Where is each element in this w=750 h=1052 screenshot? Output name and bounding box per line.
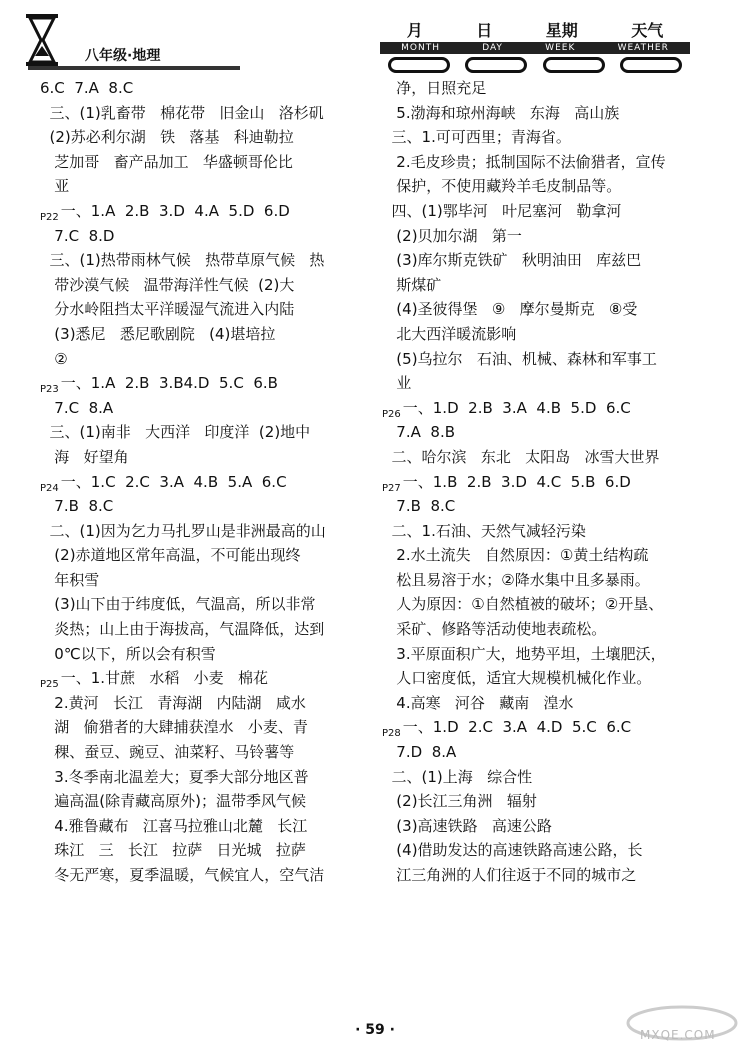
answer-line bbox=[382, 789, 712, 814]
page-ref-label: P26 bbox=[382, 408, 401, 420]
answer-line bbox=[382, 420, 712, 445]
answer-line bbox=[40, 174, 370, 199]
answer-line bbox=[40, 740, 370, 765]
answer-line bbox=[382, 519, 712, 544]
answer-text: 稞、蚕豆、豌豆、油菜籽、马铃薯等 bbox=[40, 743, 295, 762]
answer-text: (2)长江三角洲 辐射 bbox=[382, 792, 537, 811]
page-ref-label: P28 bbox=[382, 728, 401, 740]
header-rule bbox=[28, 66, 240, 70]
answer-line bbox=[382, 101, 712, 126]
answer-text: (5)乌拉尔 石油、机械、森林和军事工 bbox=[382, 349, 657, 368]
answer-line bbox=[40, 125, 370, 150]
month-oval bbox=[388, 57, 450, 73]
weather-oval bbox=[620, 57, 682, 73]
answer-line bbox=[382, 347, 712, 372]
date-labels-zh bbox=[380, 18, 690, 40]
answer-line bbox=[382, 371, 712, 396]
answer-text: 带沙漠气候 温带海洋性气候 (2)大 bbox=[40, 275, 295, 294]
answer-text: 湖 偷猎者的大肆捕获湟水 小麦、青 bbox=[40, 718, 308, 737]
answer-text: 海 好望角 bbox=[40, 447, 129, 466]
label-weather-en: WEATHER bbox=[617, 43, 669, 53]
answer-text: 2.黄河 长江 青海湖 内陆湖 咸水 bbox=[40, 693, 306, 712]
answer-line bbox=[382, 199, 712, 224]
answer-text: 5.渤海和琼州海峡 东海 高山族 bbox=[382, 103, 620, 122]
answer-line bbox=[382, 838, 712, 863]
answer-line bbox=[382, 715, 712, 740]
label-week-en: WEEK bbox=[545, 43, 576, 53]
date-weather-box bbox=[380, 18, 690, 73]
answer-text: 7.D 8.A bbox=[382, 743, 457, 762]
answer-text: 遍高温(除青藏高原外)；温带季风气候 bbox=[40, 792, 307, 811]
answer-text: 斯煤矿 bbox=[382, 275, 442, 294]
answer-text: 6.C 7.A 8.C bbox=[40, 79, 134, 97]
answer-text: 二、哈尔滨 东北 太阳岛 冰雪大世界 bbox=[382, 447, 660, 466]
answer-line bbox=[40, 101, 370, 126]
book-title: 八年级·地理 bbox=[85, 48, 161, 64]
answer-line bbox=[382, 863, 712, 888]
answer-line bbox=[382, 642, 712, 667]
answer-line bbox=[382, 76, 712, 101]
answer-text: 二、1.石油、天然气减轻污染 bbox=[382, 521, 586, 540]
answer-line bbox=[382, 125, 712, 150]
answer-line bbox=[40, 371, 370, 396]
label-month-en: MONTH bbox=[401, 43, 440, 53]
answer-line bbox=[40, 789, 370, 814]
answer-line bbox=[382, 691, 712, 716]
page-number: · 59 · bbox=[355, 1022, 395, 1038]
answer-text: 年积雪 bbox=[40, 570, 100, 589]
answer-text: (2)赤道地区常年高温，不可能出现终 bbox=[40, 546, 301, 565]
answer-line bbox=[382, 814, 712, 839]
answer-text: 4.高寒 河谷 藏南 湟水 bbox=[382, 693, 574, 712]
answer-line bbox=[40, 445, 370, 470]
answer-text: 三、1.可可西里；青海省。 bbox=[382, 128, 571, 147]
answer-line bbox=[40, 494, 370, 519]
answer-line bbox=[40, 322, 370, 347]
answer-text: 人口密度低，适宜大规模机械化作业。 bbox=[382, 669, 652, 688]
answer-line bbox=[40, 519, 370, 544]
answer-line bbox=[40, 224, 370, 249]
answer-line bbox=[382, 765, 712, 790]
answer-line bbox=[40, 396, 370, 421]
answer-text: 采矿、修路等活动使地表疏松。 bbox=[382, 620, 607, 639]
answer-text: (3)悉尼 悉尼歌剧院 (4)堪培拉 bbox=[40, 324, 276, 343]
answer-line bbox=[40, 642, 370, 667]
answer-text: (4)借助发达的高速铁路高速公路，长 bbox=[382, 841, 643, 860]
answer-text: 2.毛皮珍贵；抵制国际不法偷猎者，宣传 bbox=[382, 152, 666, 171]
answer-text: 芝加哥 畜产品加工 华盛顿哥伦比 bbox=[40, 152, 293, 171]
answer-text: 7.A 8.B bbox=[382, 423, 456, 442]
answer-text: 3.平原面积广大，地势平坦，土壤肥沃， bbox=[382, 644, 666, 663]
answer-line bbox=[40, 543, 370, 568]
answer-text: 一、1.A 2.B 3.B4.D 5.C 6.B bbox=[60, 374, 278, 393]
answer-text: 一、1.C 2.C 3.A 4.B 5.A 6.C bbox=[60, 472, 287, 491]
answer-line bbox=[40, 863, 370, 888]
answer-text: 二、(1)上海 综合性 bbox=[382, 767, 533, 786]
answer-line bbox=[382, 740, 712, 765]
answer-text: 三、(1)南非 大西洋 印度洋 (2)地中 bbox=[40, 423, 311, 442]
answer-text: 3.冬季南北温差大；夏季大部分地区普 bbox=[40, 767, 309, 786]
answer-line bbox=[382, 150, 712, 175]
answer-line bbox=[40, 199, 370, 224]
answer-text: 7.C 8.A bbox=[40, 398, 114, 417]
answer-line bbox=[382, 174, 712, 199]
answer-line bbox=[40, 691, 370, 716]
answer-line bbox=[40, 420, 370, 445]
answer-text: 一、1.B 2.B 3.D 4.C 5.B 6.D bbox=[402, 472, 631, 491]
answer-text: 一、1.A 2.B 3.D 4.A 5.D 6.D bbox=[60, 201, 290, 220]
answer-line bbox=[40, 150, 370, 175]
answer-text: 保护，不使用藏羚羊毛皮制品等。 bbox=[382, 177, 622, 196]
answer-line bbox=[382, 396, 712, 421]
answer-text: 亚 bbox=[40, 177, 70, 196]
answer-text: (3)库尔斯克铁矿 秋明油田 库兹巴 bbox=[382, 251, 642, 270]
answer-text: 4.雅鲁藏布 江喜马拉雅山北麓 长江 bbox=[40, 816, 308, 835]
answer-text: (4)圣彼得堡 ⑨ 摩尔曼斯克 ⑧受 bbox=[382, 300, 638, 319]
label-day: 日 bbox=[476, 21, 493, 40]
page-ref-label: P25 bbox=[40, 679, 59, 691]
answer-line bbox=[40, 715, 370, 740]
answer-line bbox=[40, 248, 370, 273]
answer-text: 炎热；山上由于海拔高，气温降低，达到 bbox=[40, 620, 325, 639]
date-fill-ovals bbox=[380, 57, 690, 73]
answer-line bbox=[40, 347, 370, 372]
answer-text: 北大西洋暖流影响 bbox=[382, 324, 517, 343]
answer-line bbox=[382, 592, 712, 617]
answer-text: 松且易溶于水；②降水集中且多暴雨。 bbox=[382, 570, 650, 589]
answer-text: 7.B 8.C bbox=[40, 497, 114, 516]
answer-line bbox=[382, 666, 712, 691]
week-oval bbox=[543, 57, 605, 73]
answer-line bbox=[40, 592, 370, 617]
page-ref-label: P22 bbox=[40, 211, 59, 223]
answer-line bbox=[40, 838, 370, 863]
answer-text: (3)高速铁路 高速公路 bbox=[382, 816, 552, 835]
watermark-site: MXQE.COM bbox=[640, 1028, 716, 1042]
answer-text: 分水岭阻挡太平洋暖湿气流进入内陆 bbox=[40, 300, 295, 319]
answer-text: 业 bbox=[382, 374, 412, 393]
answer-line bbox=[40, 765, 370, 790]
answer-text: 2.水土流失 自然原因：①黄土结构疏 bbox=[382, 546, 649, 565]
answer-text: 三、(1)热带雨林气候 热带草原气候 热 bbox=[40, 251, 325, 270]
answer-column-right bbox=[382, 76, 712, 888]
answer-line bbox=[382, 322, 712, 347]
answer-text: 7.B 8.C bbox=[382, 497, 456, 516]
answer-text: 一、1.甘蔗 水稻 小麦 棉花 bbox=[60, 669, 268, 688]
answer-line bbox=[382, 224, 712, 249]
answer-line bbox=[40, 470, 370, 495]
answer-line bbox=[382, 248, 712, 273]
answer-text: 7.C 8.D bbox=[40, 226, 115, 245]
answer-line bbox=[382, 617, 712, 642]
answer-line bbox=[40, 273, 370, 298]
answer-text: (2)贝加尔湖 第一 bbox=[382, 226, 522, 245]
answer-text: 0℃以下，所以会有积雪 bbox=[40, 644, 216, 663]
label-week: 星期 bbox=[545, 21, 578, 40]
answer-text: 江三角洲的人们往返于不同的城市之 bbox=[382, 866, 637, 884]
page-ref-label: P23 bbox=[40, 384, 59, 396]
page-ref-label: P24 bbox=[40, 482, 59, 494]
answer-line bbox=[382, 543, 712, 568]
answer-text: 二、(1)因为乞力马扎罗山是非洲最高的山 bbox=[40, 521, 326, 540]
answer-text: ② bbox=[40, 349, 68, 368]
answer-line bbox=[40, 814, 370, 839]
answer-text: 三、(1)乳畜带 棉花带 旧金山 洛杉矶 bbox=[40, 103, 324, 122]
answer-text: 四、(1)鄂毕河 叶尼塞河 勒拿河 bbox=[382, 201, 622, 220]
label-day-en: DAY bbox=[482, 43, 503, 53]
answer-text: 人为原因：①自然植被的破坏；②开垦、 bbox=[382, 595, 664, 614]
answer-text: 一、1.D 2.B 3.A 4.B 5.D 6.C bbox=[402, 398, 631, 417]
answer-text: (2)苏必利尔湖 铁 落基 科迪勒拉 bbox=[40, 128, 294, 147]
label-month: 月 bbox=[406, 21, 423, 40]
hourglass-logo-icon bbox=[22, 12, 62, 68]
answer-line bbox=[40, 297, 370, 322]
answer-line bbox=[40, 617, 370, 642]
answer-line bbox=[382, 445, 712, 470]
answer-text: 净，日照充足 bbox=[382, 79, 487, 97]
answer-line bbox=[40, 568, 370, 593]
day-oval bbox=[465, 57, 527, 73]
answer-line bbox=[382, 297, 712, 322]
answer-line bbox=[40, 76, 370, 101]
answer-line bbox=[382, 273, 712, 298]
answer-text: (3)山下由于纬度低，气温高，所以非常 bbox=[40, 595, 316, 614]
answer-text: 一、1.D 2.C 3.A 4.D 5.C 6.C bbox=[402, 718, 632, 737]
answer-text: 珠江 三 长江 拉萨 日光城 拉萨 bbox=[40, 841, 306, 860]
answer-line bbox=[382, 470, 712, 495]
label-weather: 天气 bbox=[631, 21, 664, 40]
answer-line bbox=[40, 666, 370, 691]
answer-text: 冬无严寒，夏季温暖，气候宜人，空气洁 bbox=[40, 866, 325, 884]
answer-column-left bbox=[40, 76, 370, 888]
answer-line bbox=[382, 568, 712, 593]
page-ref-label: P27 bbox=[382, 482, 401, 494]
answer-line bbox=[382, 494, 712, 519]
date-labels-en bbox=[380, 42, 690, 54]
